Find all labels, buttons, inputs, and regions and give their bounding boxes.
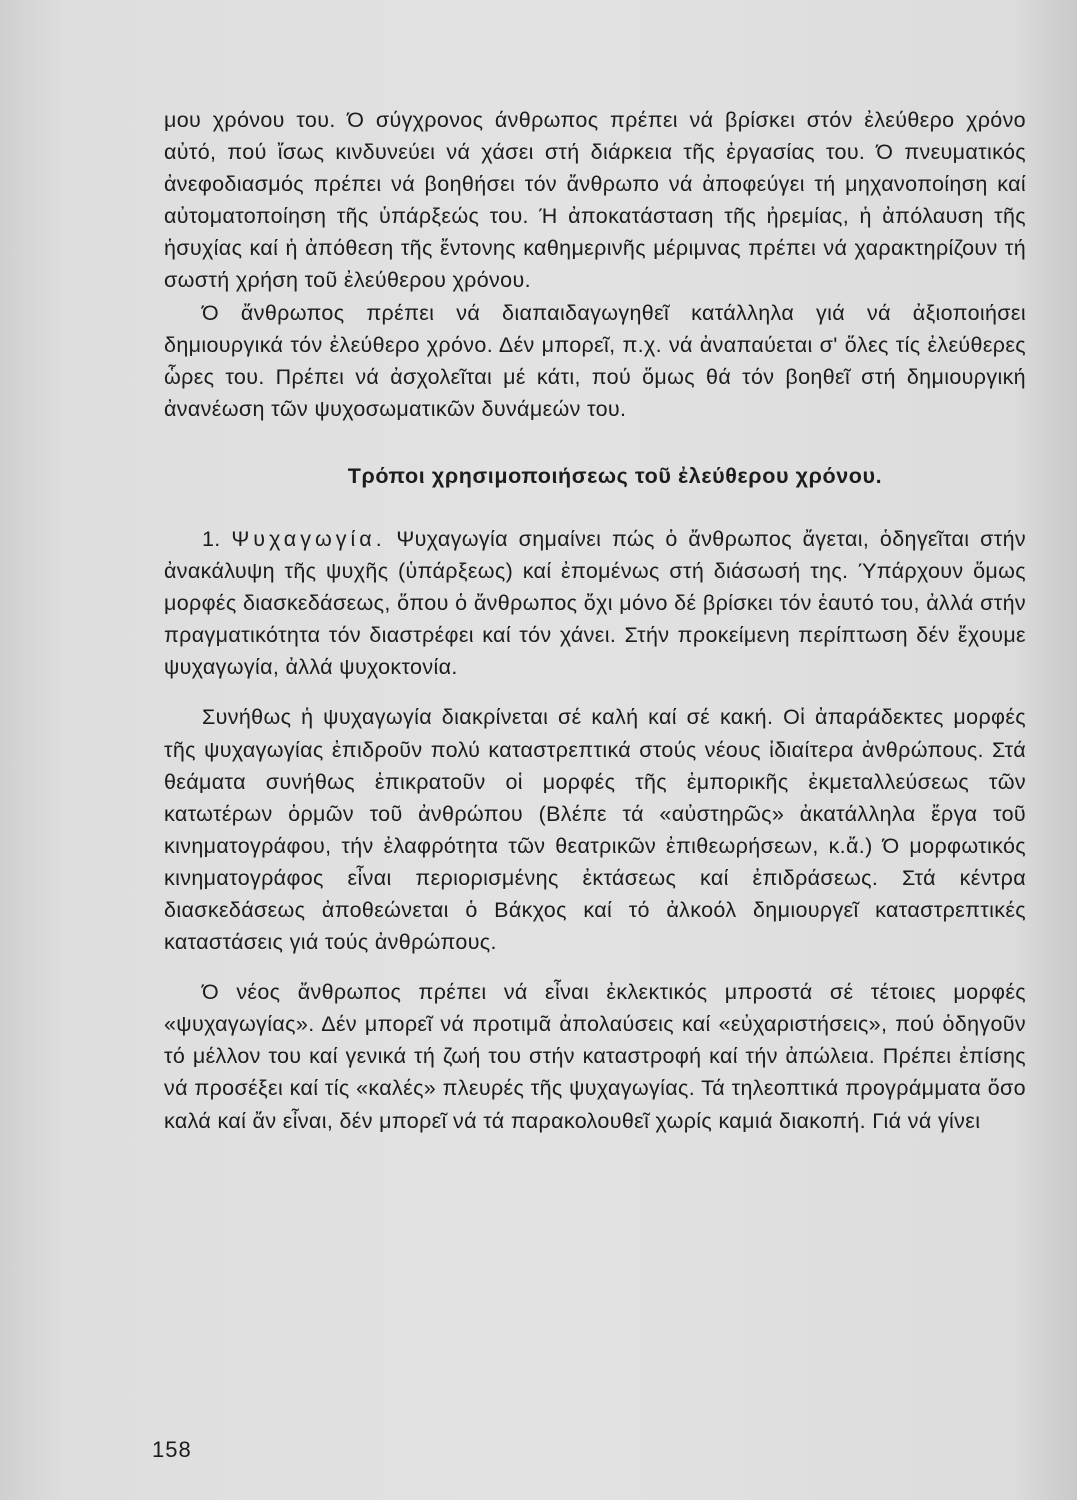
page-body	[164, 104, 1026, 1137]
section-heading: Τρόποι χρησιμοποιήσεως τοῦ ἐλεύθερου χρόνου.	[347, 463, 883, 488]
page-number: 158	[152, 1437, 192, 1462]
section-1-text: Ψυχαγωγία σημαίνει πώς ὁ ἄνθρωπος ἄγεται, ὁδηγεῖται στήν ἀνακάλυψη τῆς ψυχῆς (ὑπάρξεως) καί ἐπομένως στή διάσωσή της. Ύπάρχουν ὅμως μορφές διασκεδάσεως, ὅπου ὁ ἄνθρωπος ὄχι μόνο δέ βρίσκει τόν ἑαυτό του, ἀλλά στήν πραγματικότητα τόν διαστρέφει καί τόν χάνει. Στήν προκείμενη περίπτωση δέν ἔχουμε ψυχαγωγία, ἀλλά ψυχοκτονία.	[164, 526, 1026, 680]
paragraph-good-bad-entertainment: Συνήθως ἡ ψυχαγωγία διακρίνεται σέ καλή καί σέ κακή. Οἱ ἀπαράδεκτες μορφές τῆς ψυχαγωγίας ἐπιδροῦν πολύ καταστρεπτικά στούς νέους ἰδιαίτερα ἀνθρώπους. Στά θεάματα συνήθως ἐπικρατοῦν οἱ μορφές τῆς ἐμπορικῆς ἐκμεταλλεύσεως τῶν κατωτέρων ὁρμῶν τοῦ ἀνθρώπου (Βλέπε τά «αὐστηρῶς» ἀκατάλληλα ἔργα τοῦ κινηματογράφου, τήν ἐλαφρότητα τῶν θεατρικῶν ἐπιθεωρήσεων, κ.ἄ.) Ό μορφωτικός κινηματογράφος εἶναι περιορισμένης ἐκτάσεως καί ἐπιδράσεως. Στά κέντρα διασκεδάσεως ἀποθεώνεται ὁ Βάκχος καί τό ἀλκοόλ δημιουργεῖ καταστρεπτικές καταστάσεις γιά τούς ἀνθρώπους.	[164, 705, 1026, 955]
section-term: Ψυχαγωγία.	[231, 526, 386, 551]
paragraph-section-1	[164, 523, 1026, 683]
paragraph-education: Ό ἄνθρωπος πρέπει νά διαπαιδαγωγηθεῖ κατάλληλα γιά νά ἀξιοποιήσει δημιουργικά τόν ἐλεύθερο χρόνο. Δέν μπορεῖ, π.χ. νά ἀναπαύεται σ' ὅλες τίς ἐλεύθερες ὧρες του. Πρέπει νά ἀσχολεῖται μέ κάτι, πού ὅμως θά τόν βοηθεῖ στή δημιουργική ἀνανέωση τῶν ψυχοσωματικῶν δυνάμεών του.	[164, 300, 1026, 421]
section-number: 1.	[202, 526, 221, 551]
paragraph-young-person: Ό νέος ἄνθρωπος πρέπει νά εἶναι ἐκλεκτικός μπροστά σέ τέτοιες μορφές «ψυχαγωγίας». Δέν μπορεῖ νά προτιμᾶ ἀπολαύσεις καί «εὐχαριστήσεις», πού ὁδηγοῦν τό μέλλον του καί γενικά τή ζωή του στήν καταστροφή καί τήν ἀπώλεια. Πρέπει ἐπίσης νά προσέξει καί τίς «καλές» πλευρές τῆς ψυχαγωγίας. Τά τηλεοπτικά προγράμματα ὅσο καλά καί ἄν εἶναι, δέν μπορεῖ νά τά παρακολουθεῖ χωρίς καμιά διακοπή. Γιά νά γίνει	[164, 980, 1026, 1133]
paragraph-continuation: μου χρόνου του. Ό σύγχρονος άνθρωπος πρέπει νά βρίσκει στόν ἐλεύθερο χρόνο αὐτό, πού ἴσως κινδυνεύει νά χάσει στή διάρκεια τῆς ἐργασίας του. Ό πνευματικός ἀνεφοδιασμός πρέπει νά βοηθήσει τόν ἄνθρωπο νά ἀποφεύγει τή μηχανοποίηση καί αὐτοματοποίηση τῆς ὑπάρξεώς του. Ή ἀποκατάσταση τῆς ἠρεμίας, ἡ ἀπόλαυση τῆς ἡσυχίας καί ἡ ἀπόθεση τῆς ἔντονης καθημερινῆς μέριμνας πρέπει νά χαρακτηρίζουν τή σωστή χρήση τοῦ ἐλεύθερου χρόνου.	[164, 108, 1026, 293]
